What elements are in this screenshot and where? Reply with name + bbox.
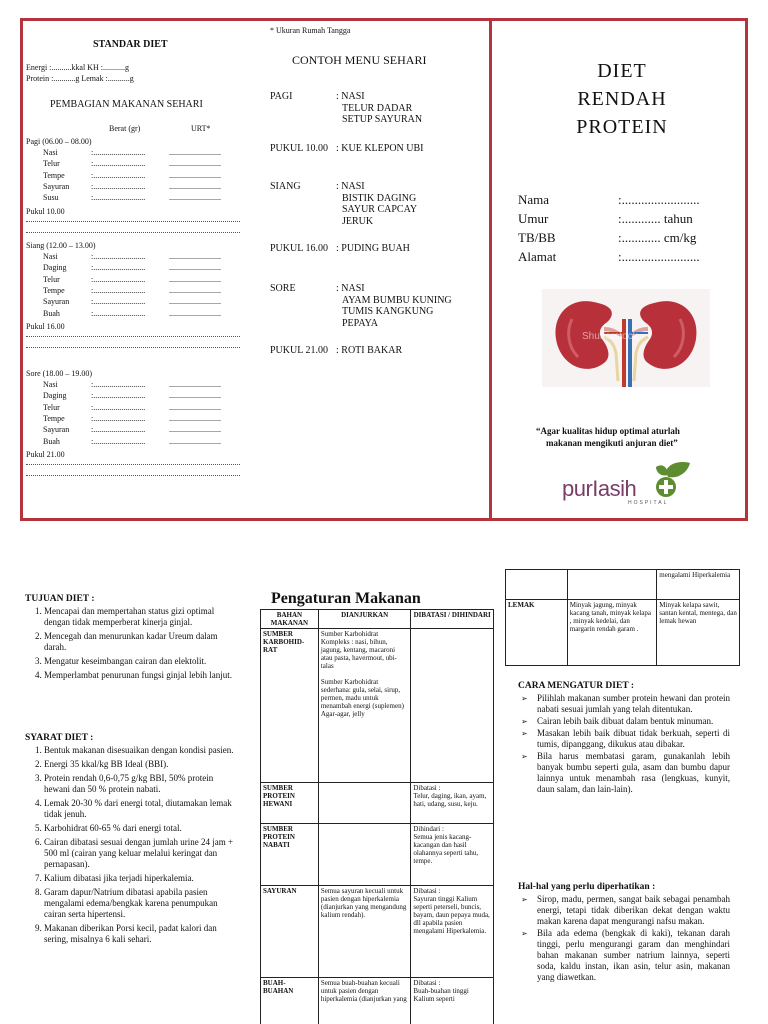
hal-item: ➢ Sirop, madu, permen, sangat baik sebagai penambah energi, tetapi tidak diberikan dekat dengan waktu makan karena dapat mengurangi nafsu makan. xyxy=(519,894,730,927)
pagi-snack-line xyxy=(26,221,240,222)
tujuan-item: 3. Mengatur keseimbangan cairan dan elektolit. xyxy=(44,656,241,667)
menu-item: : NASI xyxy=(336,91,365,102)
biodata-value: :............ tahun xyxy=(618,211,693,226)
pagi-berat-dots: :.......................... xyxy=(91,170,146,180)
cara-list xyxy=(519,693,730,796)
sore-item: Telur xyxy=(43,402,60,412)
pengaturan-row xyxy=(261,629,494,783)
siang-urt-dots: .......................... xyxy=(169,274,221,284)
bahan-cell: BUAH-BUAHAN xyxy=(261,978,319,1024)
menu-item: : KUE KLEPON UBI xyxy=(336,143,424,154)
sore-item: Daging xyxy=(43,391,67,401)
sore-urt-dots: .......................... xyxy=(169,436,221,446)
menu-item: : ROTI BAKAR xyxy=(336,345,403,356)
syarat-item: 9. Makanan diberikan Porsi kecil, padat kalori dan sering, misalnya 6 kali sehari. xyxy=(44,923,241,945)
siang-urt-dots: .......................... xyxy=(169,263,221,273)
pengaturan-row xyxy=(261,886,494,978)
header-bahan: BAHAN MAKANAN xyxy=(261,610,319,629)
siang-item: Sayuran xyxy=(43,297,70,307)
energy-line: Energi :..........kkal KH :...........g xyxy=(26,63,129,72)
sore-berat-dots: :.......................... xyxy=(91,425,146,435)
syarat-item: 5. Karbohidrat 60-65 % dari energi total. xyxy=(44,823,241,834)
siang-urt-dots: .......................... xyxy=(169,308,221,318)
biodata-label: Alamat xyxy=(518,249,557,264)
menu-item: SAYUR CAPCAY xyxy=(342,204,418,215)
contoh-menu-title: CONTOH MENU SEHARI xyxy=(292,53,427,67)
sore-snack-line xyxy=(26,475,240,476)
siang-berat-dots: :.......................... xyxy=(91,308,146,318)
pagi-berat-dots: :.......................... xyxy=(91,148,146,157)
protein-line: Protein :...........g Lemak :...........g xyxy=(26,74,134,83)
syarat-item: 1. Bentuk makanan disesuaikan dengan kondisi pasien. xyxy=(44,745,241,756)
tujuan-list xyxy=(26,606,241,684)
lemak-dianjurkan: Minyak jagung, minyak kacang tanah, minyak kelapa , minyak kedelai, dan margarin rendah garam . xyxy=(567,600,657,666)
dibatasi-cell xyxy=(411,629,494,783)
siang-berat-dots: :.......................... xyxy=(91,263,146,273)
pagi-urt-dots: .......................... xyxy=(169,181,221,191)
syarat-item: 2. Energi 35 kkal/kg BB Ideal (BBI). xyxy=(44,759,241,770)
menu-item: PEPAYA xyxy=(342,317,378,329)
sore-label: Sore (18.00 – 19.00) xyxy=(26,369,92,378)
menu-time: PUKUL 10.00 xyxy=(270,143,328,154)
menu-item: : NASI xyxy=(336,283,365,294)
siang-item: Daging xyxy=(43,263,67,273)
menu-item: : NASI xyxy=(336,181,365,192)
leaf-plus-icon xyxy=(650,461,694,499)
sore-item: Sayuran xyxy=(43,425,70,435)
sore-berat-dots: :.......................... xyxy=(91,413,146,423)
siang-berat-dots: :.......................... xyxy=(91,285,146,295)
urt-footnote: * Ukuran Rumah Tangga xyxy=(270,26,351,35)
image-watermark: Shutterstock xyxy=(582,331,638,342)
biodata-value: :........................ xyxy=(618,249,700,264)
tujuan-item: 4. Memperlambat penurunan fungsi ginjal lebih lanjut. xyxy=(44,670,241,681)
pengaturan-table xyxy=(260,609,494,1024)
hal-item: ➢ Bila ada edema (bengkak di kaki), tekanan darah tinggi, perlu mengurangi garam dan menghindari bahan makanan sumber natrium lainnya, seperti soda, kaldu instan, ikan asin, telur asin, makanan yang diawetkan. xyxy=(519,928,730,983)
menu-item: : PUDING BUAH xyxy=(336,243,410,254)
sore-berat-dots: :.......................... xyxy=(91,402,146,412)
dibatasi-cell: Dihindari : Semua jenis kacang-kacangan dan hasil olahannya seperti tahu, tempe. xyxy=(411,824,494,886)
siang-item: Buah xyxy=(43,308,60,318)
hospital-logo xyxy=(562,461,702,509)
quote-line-1: “Agar kualitas hidup optimal aturlah xyxy=(536,426,680,436)
siang-snack-line xyxy=(26,336,240,337)
bahan-cell: SUMBER KARBOHID-RAT xyxy=(261,629,319,783)
siang-berat-dots: :.......................... xyxy=(91,252,146,261)
standar-diet-title: STANDAR DIET xyxy=(93,39,168,50)
sore-snack-line xyxy=(26,464,240,465)
siang-berat-dots: :.......................... xyxy=(91,274,146,284)
pagi-urt-dots: .......................... xyxy=(169,159,221,169)
syarat-item: 3. Protein rendah 0,6-0,75 g/kg BBI, 50% protein hewani dan 50 % protein nabati. xyxy=(44,773,241,795)
pagi-item: Tempe xyxy=(43,170,65,180)
sore-snack-label: Pukul 21.00 xyxy=(26,449,65,459)
lemak-top-empty-1 xyxy=(506,570,568,600)
tujuan-item: 2. Mencegah dan menurunkan kadar Ureum dalam darah. xyxy=(44,631,241,653)
col-urt: URT* xyxy=(191,124,211,133)
menu-time: PUKUL 16.00 xyxy=(270,243,328,254)
tujuan-heading: TUJUAN DIET : xyxy=(25,594,95,604)
siang-urt-dots: .......................... xyxy=(169,297,221,307)
menu-time: PAGI xyxy=(270,91,293,102)
cara-item: ➢ Bila harus membatasi garam, gunakanlah lebih banyak bumbu seperti gula, asam dan bumbu dapur lainnya untuk menambah rasa (lengkuas, kunyit, daun salam, dan lain-lain). xyxy=(519,751,730,795)
pagi-item: Telur xyxy=(43,159,60,169)
syarat-list xyxy=(26,745,241,948)
sore-item: Nasi xyxy=(43,380,58,389)
kidney-image xyxy=(542,289,710,387)
dianjurkan-cell: Sumber Karbohidrat Kompleks : nasi, bihun, jagung, kentang, macaroni atau pasta, havermout, ubi-talas Sumber Karbohidrat sederhana: gula, selai, sirup, permen, madu untuk menambah energi (suplemen) Agar-agar, jelly xyxy=(318,629,411,783)
siang-berat-dots: :.......................... xyxy=(91,297,146,307)
dibatasi-cell: Dibatasi : Sayuran tinggi Kalium seperti peterseli, buncis, bayam, daun pepaya muda, dll apabila pasien mengalami Hiperkalemia. xyxy=(411,886,494,978)
siang-item: Telur xyxy=(43,274,60,284)
sore-berat-dots: :.......................... xyxy=(91,391,146,401)
pagi-snack-line xyxy=(26,232,240,233)
lemak-top-note: mengalami Hiperkalemia xyxy=(657,570,740,600)
menu-time: SIANG xyxy=(270,181,301,192)
dianjurkan-cell: Semua buah-buahan kecuali untuk pasien dengan hiperkalemia (dianjurkan yang xyxy=(318,978,411,1024)
siang-item: Tempe xyxy=(43,285,65,295)
contoh-menu-panel xyxy=(252,18,492,521)
cover-title-line-3: PROTEIN xyxy=(576,116,668,138)
cover-title-line-2: RENDAH xyxy=(577,88,667,110)
siang-snack-label: Pukul 16.00 xyxy=(26,321,65,331)
pagi-urt-dots: .......................... xyxy=(169,193,221,203)
bahan-cell: SUMBER PROTEIN NABATI xyxy=(261,824,319,886)
pagi-snack-label: Pukul 10.00 xyxy=(26,206,65,216)
sore-urt-dots: .......................... xyxy=(169,425,221,435)
biodata-value: :............ cm/kg xyxy=(618,230,697,245)
cover-title xyxy=(522,57,722,141)
siang-urt-dots: .......................... xyxy=(169,285,221,295)
pengaturan-row xyxy=(261,783,494,824)
dianjurkan-cell xyxy=(318,783,411,824)
lemak-top-empty-2 xyxy=(567,570,657,600)
menu-item: TUMIS KANGKUNG xyxy=(342,306,434,317)
bahan-cell: SUMBER PROTEIN HEWANI xyxy=(261,783,319,824)
biodata-label: Nama xyxy=(518,192,550,207)
cara-item: ➢ Cairan lebih baik dibuat dalam bentuk minuman. xyxy=(519,716,730,727)
lemak-bahan: LEMAK xyxy=(506,600,568,666)
sore-berat-dots: :.......................... xyxy=(91,380,146,389)
siang-urt-dots: .......................... xyxy=(169,252,221,261)
menu-item: JERUK xyxy=(342,215,374,227)
pagi-item: Sayuran xyxy=(43,181,70,191)
syarat-item: 8. Garam dapur/Natrium dibatasi apabila pasien mengalami edema/bengkak karena penumpukan cairan serta hipertensi. xyxy=(44,887,241,920)
pagi-label: Pagi (06.00 – 08.00) xyxy=(26,137,92,146)
dibatasi-cell: Dibatasi : Buah-buahan tinggi Kalium seperti xyxy=(411,978,494,1024)
pengaturan-title: Pengaturan Makanan xyxy=(271,590,421,607)
col-berat: Berat (gr) xyxy=(109,124,141,133)
sore-berat-dots: :.......................... xyxy=(91,436,146,446)
menu-item: SETUP SAYURAN xyxy=(342,114,423,125)
syarat-item: 6. Cairan dibatasi sesuai dengan jumlah urine 24 jam + 500 ml (cairan yang keluar melalui keringat dan pernapasan). xyxy=(44,837,241,870)
cara-item: ➢ Masakan lebih baik dibuat tidak berkuah, seperti di tumis, dipanggang, dikukus atau dibakar. xyxy=(519,728,730,750)
pembagian-title: PEMBAGIAN MAKANAN SEHARI xyxy=(50,99,203,110)
biodata-label: TB/BB xyxy=(518,230,556,245)
sore-item: Tempe xyxy=(43,413,65,423)
logo-text: purIasih xyxy=(562,476,637,501)
hal-list xyxy=(519,894,730,984)
pagi-berat-dots: :.......................... xyxy=(91,193,146,203)
cara-item: ➢ Pilihlah makanan sumber protein hewani dan protein nabati sesuai jumlah yang telah ditentukan. xyxy=(519,693,730,715)
pagi-urt-dots: .......................... xyxy=(169,148,221,157)
quote-line-2: makanan mengikuti anjuran diet” xyxy=(546,438,678,448)
pengaturan-row xyxy=(261,824,494,886)
pagi-berat-dots: :.......................... xyxy=(91,181,146,191)
syarat-item: 7. Kalium dibatasi jika terjadi hiperkalemia. xyxy=(44,873,241,884)
dianjurkan-cell: Semua sayuran kecuali untuk pasien dengan hiperkalemia (dianjurkan yang mengandung kalium rendah). xyxy=(318,886,411,978)
cover-title-line-1: DIET xyxy=(597,60,647,82)
menu-item: AYAM BUMBU KUNING xyxy=(342,294,452,306)
biodata-label: Umur xyxy=(518,211,549,226)
bahan-cell: SAYURAN xyxy=(261,886,319,978)
pagi-berat-dots: :.......................... xyxy=(91,159,146,169)
pagi-item: Susu xyxy=(43,193,59,203)
sore-urt-dots: .......................... xyxy=(169,413,221,423)
siang-item: Nasi xyxy=(43,252,58,261)
menu-item: TELUR DADAR xyxy=(342,102,413,114)
pagi-item: Nasi xyxy=(43,148,58,157)
cover-panel xyxy=(489,18,748,521)
standar-diet-panel xyxy=(20,18,255,521)
siang-label: Siang (12.00 – 13.00) xyxy=(26,241,96,250)
hal-heading: Hal-hal yang perlu diperhatikan : xyxy=(518,882,656,892)
menu-time: PUKUL 21.00 xyxy=(270,345,328,356)
sore-item: Buah xyxy=(43,436,60,446)
syarat-heading: SYARAT DIET : xyxy=(25,733,94,743)
dianjurkan-cell xyxy=(318,824,411,886)
tujuan-item: 1. Mencapai dan mempertahan status gizi optimal dengan tidak memperberat kinerja ginjal. xyxy=(44,606,241,628)
biodata-value: :........................ xyxy=(618,192,700,207)
dibatasi-cell: Dibatasi : Telur, daging, ikan, ayam, hati, udang, susu, keju. xyxy=(411,783,494,824)
sore-urt-dots: .......................... xyxy=(169,391,221,401)
header-dibatasi: DIBATASI / DIHINDARI xyxy=(411,610,494,629)
sore-urt-dots: .......................... xyxy=(169,380,221,389)
lemak-dibatasi: Minyak kelapa sawit, santan kental, mentega, dan lemak hewan xyxy=(657,600,740,666)
menu-item: BISTIK DAGING xyxy=(342,192,417,204)
syarat-item: 4. Lemak 20-30 % dari energi total, diutamakan lemak tidak jenuh. xyxy=(44,798,241,820)
cara-heading: CARA MENGATUR DIET : xyxy=(518,681,635,691)
pengaturan-row xyxy=(261,978,494,1024)
menu-time: SORE xyxy=(270,283,296,294)
sore-urt-dots: .......................... xyxy=(169,402,221,412)
lemak-table xyxy=(505,569,740,666)
pagi-urt-dots: .......................... xyxy=(169,170,221,180)
siang-snack-line xyxy=(26,347,240,348)
header-dianjurkan: DIANJURKAN xyxy=(318,610,411,629)
logo-subtext: HOSPITAL xyxy=(628,500,669,506)
